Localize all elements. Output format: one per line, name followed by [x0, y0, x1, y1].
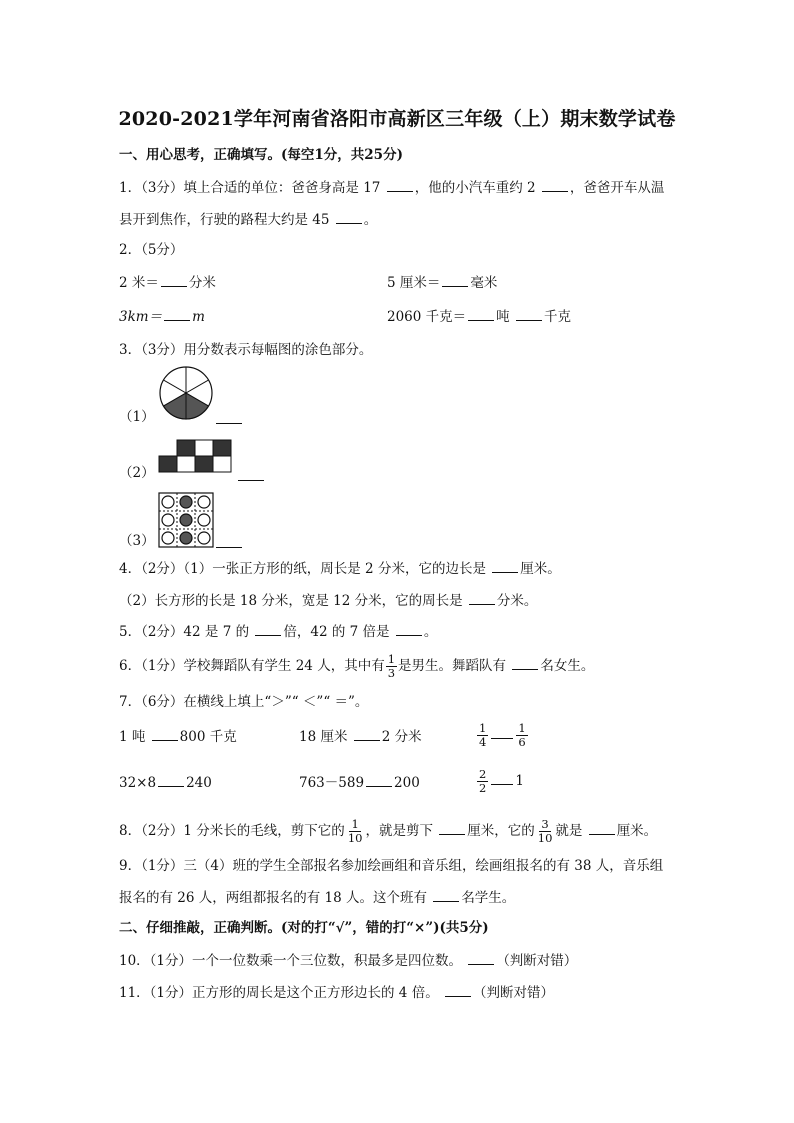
- question-8: 8．（2分）1 分米长的毛线，剪下它的 $\frac{1}{10}$ ，就是剪下 厘米，它的 $\frac{3}{10}$ 就是 厘米。: [119, 817, 658, 845]
- figure-1-label: （1）: [119, 409, 155, 425]
- answer-blank[interactable]: [161, 272, 187, 287]
- answer-blank[interactable]: [354, 726, 380, 741]
- compare-item-4: 32×8 240: [119, 772, 212, 793]
- answer-blank[interactable]: [158, 772, 184, 787]
- question-3-head: 3．（3分）用分数表示每幅图的涂色部分。: [119, 342, 373, 358]
- compare-item-6: $\frac{2}{2}$ 1: [479, 767, 524, 795]
- question-1-line-1: 1．（3分）填上合适的单位：爸爸身高是 17 ，他的小汽车重约 2 ，爸爸开车从温: [119, 177, 664, 198]
- compare-item-3: [476, 722, 529, 749]
- answer-blank[interactable]: [216, 533, 242, 548]
- question-2-row-2-right: 2060 千克＝ 吨 千克: [387, 306, 571, 327]
- question-1-line-2: 县开到焦作，行驶的路程大约是 45 。: [119, 209, 377, 230]
- fraction: $\frac{1}{10}$: [347, 817, 363, 845]
- answer-blank[interactable]: [445, 982, 471, 997]
- compare-item-5: 763－589 200: [299, 772, 420, 793]
- answer-blank[interactable]: [238, 466, 264, 481]
- compare-item-2: 18 厘米 2 分米: [299, 726, 422, 747]
- answer-blank[interactable]: [442, 272, 468, 287]
- question-2-row-2-left: 3km＝ m: [119, 306, 205, 327]
- question-5: 5．（2分）42 是 7 的 倍，42 的 7 倍是 。: [119, 621, 437, 642]
- answer-blank[interactable]: [469, 590, 495, 605]
- figure-2-label: （2）: [119, 465, 155, 481]
- fraction: $\frac{2}{2}$: [479, 767, 487, 795]
- answer-blank[interactable]: [366, 772, 392, 787]
- sector-shaded-1: [163, 393, 186, 419]
- answer-blank[interactable]: [164, 306, 190, 321]
- fraction: $\frac{1}{6}$: [518, 721, 526, 749]
- answer-blank[interactable]: [491, 770, 513, 785]
- answer-blank[interactable]: [396, 621, 422, 636]
- answer-blank[interactable]: [516, 306, 542, 321]
- fraction: $\frac{3}{10}$: [537, 817, 553, 845]
- question-11: 11．（1分）正方形的周长是这个正方形边长的 4 倍。 （判断对错）: [119, 982, 554, 1003]
- answer-blank[interactable]: [439, 820, 465, 835]
- answer-blank[interactable]: [255, 621, 281, 636]
- question-9-line-1: 9．（1分）三（4）班的学生全部报名参加绘画组和音乐组，绘画组报名的有 38 人，音乐组: [119, 858, 664, 874]
- sector-shaded-2: [186, 393, 209, 419]
- answer-blank[interactable]: [468, 306, 494, 321]
- section-2-heading: 二、仔细推敲，正确判断。(对的打“√”，错的打“×”)(共5分): [119, 920, 489, 936]
- answer-blank[interactable]: [512, 655, 538, 670]
- section-1-heading: 一、用心思考，正确填写。(每空1分，共25分): [119, 147, 403, 163]
- page-title: 2020-2021学年河南省洛阳市高新区三年级（上）期末数学试卷: [118, 108, 676, 130]
- answer-blank[interactable]: [492, 558, 518, 573]
- answer-blank[interactable]: [152, 726, 178, 741]
- fraction: $\frac{1}{3}$: [387, 652, 396, 680]
- answer-blank[interactable]: [433, 887, 459, 902]
- answer-blank[interactable]: [589, 820, 615, 835]
- answer-blank[interactable]: [491, 724, 513, 739]
- fraction: $\frac{1}{4}$: [479, 721, 487, 749]
- question-7-head: 7．（6分）在横线上填上“＞”“ ＜”“ ＝”。: [119, 694, 369, 710]
- question-10: 10．（1分）一个一位数乘一个三位数，积最多是四位数。 （判断对错）: [119, 950, 577, 971]
- question-2-head: 2．（5分）: [119, 242, 184, 258]
- answer-blank[interactable]: [542, 177, 568, 192]
- answer-blank[interactable]: [468, 950, 494, 965]
- question-9-line-2: 报名的有 26 人，两组都报名的有 18 人。这个班有 名学生。: [119, 887, 515, 908]
- question-2-row-1-left: 2 米＝ 分米: [119, 272, 216, 293]
- square-grid-figure: [158, 439, 234, 473]
- circle-sector-figure: [158, 365, 214, 421]
- compare-item-1: 1 吨 800 千克: [119, 726, 237, 747]
- figure-3-label: （3）: [119, 533, 155, 549]
- circle-grid-figure: [158, 492, 214, 548]
- answer-blank[interactable]: [387, 177, 413, 192]
- question-4-part-2: （2）长方形的长是 18 分米，宽是 12 分米，它的周长是 分米。: [119, 590, 537, 611]
- answer-blank[interactable]: [216, 409, 242, 424]
- question-2-row-1-right: 5 厘米＝ 毫米: [387, 272, 497, 293]
- question-6: 6．（1分）学校舞蹈队有学生 24 人，其中有 $\frac{1}{3}$ 是男生。舞蹈队有 名女生。: [119, 652, 595, 680]
- answer-blank[interactable]: [336, 209, 362, 224]
- question-4-part-1: 4．（2分）（1）一张正方形的纸，周长是 2 分米，它的边长是 厘米。: [119, 558, 561, 579]
- circle-sectors: [160, 367, 212, 419]
